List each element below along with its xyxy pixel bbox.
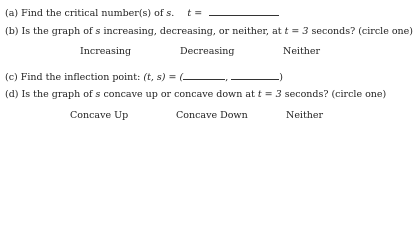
question-b-text-3: seconds? (circle one) xyxy=(311,26,413,37)
question-c-comma: , xyxy=(225,72,229,83)
inflection-t-blank[interactable] xyxy=(183,70,225,80)
question-a-period: . xyxy=(171,8,175,19)
question-b-text-1: Is the graph of xyxy=(21,26,93,37)
choice-concave-up[interactable]: Concave Up xyxy=(70,110,129,121)
question-b-var: s xyxy=(95,26,101,37)
choice-concave-down[interactable]: Concave Down xyxy=(176,110,248,121)
inflection-s-blank[interactable] xyxy=(231,70,279,80)
question-c-text: Find the inflection point: xyxy=(20,72,141,83)
question-a xyxy=(5,6,279,20)
choice-increasing[interactable]: Increasing xyxy=(80,46,132,57)
question-d-text-3: seconds? (circle one) xyxy=(284,89,387,100)
question-c-label: (c) xyxy=(5,72,18,83)
question-a-var: s xyxy=(166,8,172,19)
question-d-cond: t = 3 xyxy=(257,89,282,100)
choice-neither-d[interactable]: Neither xyxy=(286,110,324,121)
question-d-text-2: concave up or concave down at xyxy=(103,89,255,100)
question-d-text-1: Is the graph of xyxy=(21,89,93,100)
choice-neither-b[interactable]: Neither xyxy=(283,46,321,57)
question-c xyxy=(5,70,283,84)
question-b-label: (b) xyxy=(5,26,19,37)
question-a-label: (a) xyxy=(5,8,19,19)
question-d-var: s xyxy=(95,89,101,100)
question-d xyxy=(5,89,386,101)
question-a-text: Find the critical number(s) of xyxy=(21,8,164,19)
question-b xyxy=(5,26,413,38)
question-c-tuple: (t, s) = ( xyxy=(143,72,184,83)
choice-decreasing[interactable]: Decreasing xyxy=(180,46,235,57)
question-b-text-2: increasing, decreasing, or neither, at xyxy=(103,26,282,37)
question-c-close: ) xyxy=(279,72,283,83)
question-b-cond: t = 3 xyxy=(284,26,309,37)
question-a-answer-blank[interactable] xyxy=(209,6,279,16)
question-d-label: (d) xyxy=(5,89,19,100)
question-a-answer-lead: t = xyxy=(187,8,203,19)
